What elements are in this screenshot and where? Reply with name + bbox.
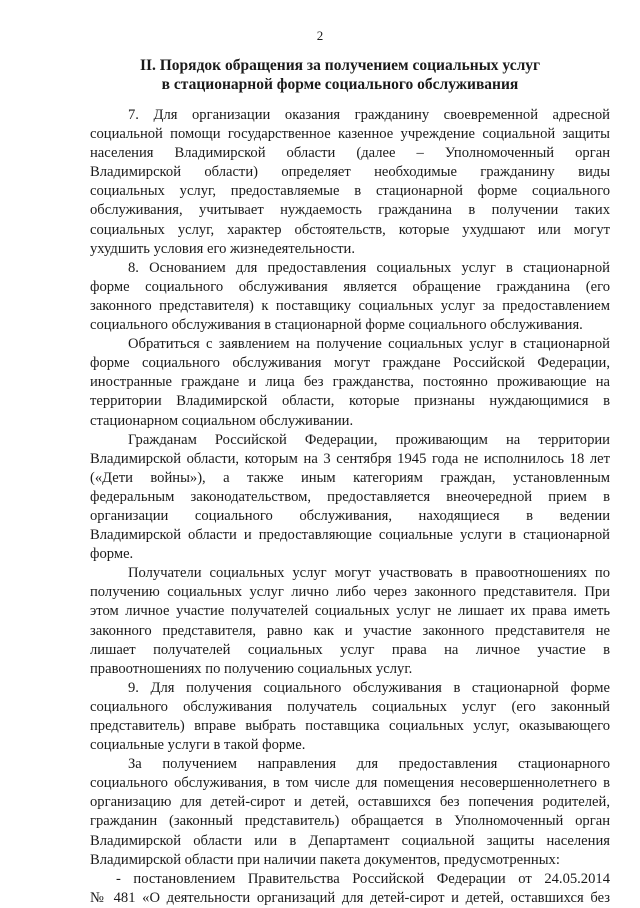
paragraph-line: - постановлением Правительства Российской Федерации от 24.05.2014 xyxy=(116,870,610,887)
section-heading xyxy=(90,56,590,94)
paragraph-line: Гражданам Российской Федерации, проживающим на территории xyxy=(128,431,610,448)
paragraph-line: стационарном социальном обслуживании. xyxy=(90,412,354,429)
paragraph-line: 8. Основанием для предоставления социальных услуг в стационарной xyxy=(128,259,610,276)
paragraph-line: Получатели социальных услуг могут участвовать в правоотношениях по xyxy=(128,565,610,582)
paragraph-line: социальных услуг, характер обстоятельств, которые ухудшают или могут xyxy=(90,221,610,238)
paragraph-line: иностранные граждане и лица без гражданства, постоянно проживающие на xyxy=(90,374,610,391)
paragraph-line: форме социального обслуживания является обращение гражданина (его xyxy=(90,278,610,295)
paragraph-line: законного представителя, равно как и участие законного представителя не xyxy=(90,622,610,639)
paragraph-line: Владимирской области при наличии пакета документов, предусмотренных: xyxy=(90,851,560,868)
paragraph-line: Владимирской области и предоставляющие социальные услуги в стационарной xyxy=(90,527,610,544)
paragraph-line: обслуживания, учитывает нуждаемость гражданина в получении таких xyxy=(90,202,610,219)
paragraph-line: социальной помощи государственное казенное учреждение социальной защиты xyxy=(90,126,610,143)
paragraph-line: Владимирской области или в Департамент социальной защиты населения xyxy=(90,832,610,849)
paragraph-line: социального обслуживания получатель социальных услуг (его законный xyxy=(90,698,610,715)
paragraph-line: законного представителя) к поставщику социальных услуг за предоставлением xyxy=(90,297,610,314)
paragraph-line: территории Владимирской области, которые признаны нуждающимися в xyxy=(90,393,610,410)
paragraph-line: получению социальных услуг лично либо через законного представителя. При xyxy=(90,584,610,601)
paragraph-line: правоотношениях по получению социальных услуг. xyxy=(90,660,413,677)
paragraph xyxy=(90,335,610,430)
paragraph-line: населения Владимирской области (далее – Уполномоченный орган xyxy=(90,145,610,162)
section-heading-line-1: II. Порядок обращения за получением социальных услуг xyxy=(139,57,541,74)
paragraph-line: гражданин (законный представитель) обращается в Уполномоченный орган xyxy=(90,813,610,830)
paragraph xyxy=(90,564,610,679)
paragraph-line: Владимирской области) определяет необходимые гражданину виды xyxy=(90,164,610,181)
paragraph-line: За получением направления для предоставления стационарного xyxy=(128,756,610,773)
paragraph-line: № 481 «О деятельности организаций для детей-сирот и детей, оставшихся без xyxy=(90,889,610,906)
paragraph-line: («Дети войны»), а также иным категориям граждан, установленным xyxy=(90,469,610,486)
paragraph-line: социального обслуживания, в том числе для помещения несовершеннолетнего в xyxy=(90,775,610,792)
body-text xyxy=(90,106,610,908)
paragraph-line: ухудшить условия его жизнедеятельности. xyxy=(90,240,355,257)
paragraph-line: организацию для детей-сирот и детей, оставшихся без попечения родителей, xyxy=(90,794,610,811)
paragraph-line: Обратиться с заявлением на получение социальных услуг в стационарной xyxy=(128,336,610,353)
paragraph xyxy=(90,259,610,335)
paragraph-line: социальные услуги в такой форме. xyxy=(90,737,306,754)
paragraph xyxy=(90,679,610,755)
paragraph-line: социального обслуживания в стационарной форме социального обслуживания. xyxy=(90,317,583,334)
paragraph-line: организации социального обслуживания, находящиеся в ведении xyxy=(90,507,610,524)
paragraph-line: социальных услуг, предоставляемые в стационарной форме социального xyxy=(90,183,610,200)
page-number: 2 xyxy=(316,28,324,43)
paragraph xyxy=(90,431,610,565)
section-heading-line-2: в стационарной форме социального обслуживания xyxy=(161,76,519,93)
paragraph-line: 9. Для получения социального обслуживания в стационарной форме xyxy=(128,679,610,696)
paragraph-line: этом личное участие получателей социальных услуг не лишает их права иметь xyxy=(90,603,610,620)
paragraph xyxy=(90,870,610,908)
paragraph-line: форме социального обслуживания могут граждане Российской Федерации, xyxy=(90,355,610,372)
paragraph-line: федеральным законодательством, предоставляется внеочередной прием в xyxy=(90,488,610,505)
paragraph-line: форме. xyxy=(90,546,134,563)
paragraph-line: лишает получателей социальных услуг права на личное участие в xyxy=(90,641,610,658)
paragraph-line: представитель) вправе выбрать поставщика социальных услуг, оказывающего xyxy=(90,718,610,734)
paragraph xyxy=(90,106,610,259)
paragraph xyxy=(90,755,610,870)
paragraph-line: Владимирской области, которым на 3 сентября 1945 года не исполнилось 18 лет xyxy=(90,450,610,467)
paragraph-line: 7. Для организации оказания гражданину своевременной адресной xyxy=(128,107,610,123)
